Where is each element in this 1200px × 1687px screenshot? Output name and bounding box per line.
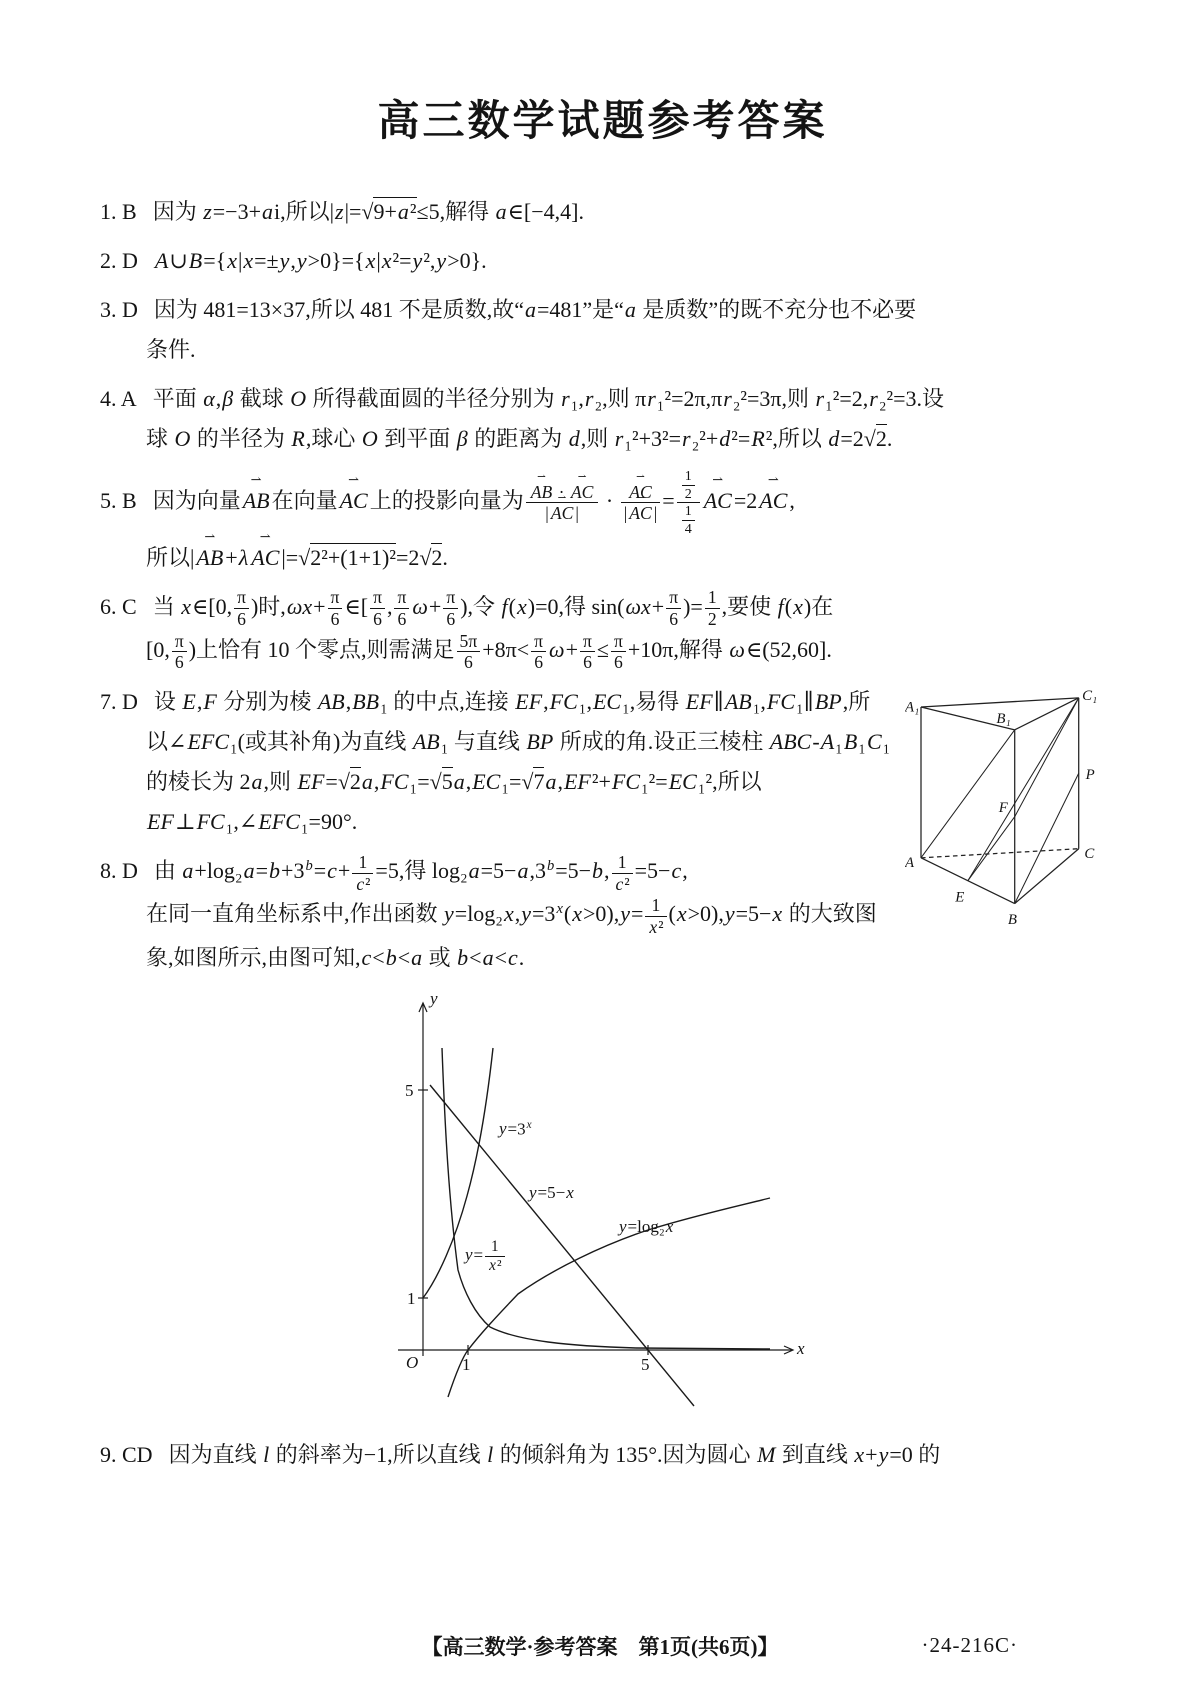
footer-center-text: 【高三数学·参考答案 第1页(共6页)】: [421, 1635, 779, 1659]
answer-number: 1. B: [100, 199, 137, 224]
answer-number: 4. A: [100, 386, 137, 412]
curve-label-y-5-x: y=5−x: [529, 1182, 574, 1202]
answer-number: 5. B: [100, 487, 137, 513]
x-axis-label: x: [797, 1338, 805, 1358]
answers-list: [100, 192, 1105, 1475]
answer-item-3: [100, 290, 1105, 370]
curve-label-y-1-x2: y= $\frac{1}{\text{x²}}$: [464, 1238, 507, 1275]
vertex-label-b: B: [1007, 912, 1017, 929]
y-tick-1: 1: [407, 1288, 416, 1308]
answer-number: 7. D: [100, 689, 138, 715]
y-tick-5: 5: [405, 1080, 414, 1100]
axes: [398, 1003, 793, 1356]
function-graph-svg: [378, 990, 814, 1426]
prism-figure: [905, 684, 1105, 930]
prism-svg: [905, 684, 1105, 930]
curve-label-y-log2x: y=log₂x: [619, 1216, 674, 1236]
answer-item-4: [100, 379, 1105, 459]
answer-text: 因为向量AB ⇀在向量AC ⇀上的投影向量为 $\frac{AB ⇀ \cdot AC ⇀}{| AC ⇀ |}$ · $\frac{AC ⇀}{| AC ⇀ |}$ = $\frac{\frac{1}{2}}{\frac{1}{4}}$ AC ⇀=2AC ⇀, 所以|AB ⇀+λ AC ⇀|=√2²+(1+1)²=2√2.: [146, 488, 795, 570]
footer-paper-code: ·24-216C·: [921, 1633, 1018, 1657]
vertex-label-a: A: [905, 855, 915, 872]
vertex-label-p: P: [1085, 767, 1095, 784]
vertex-label-b1: B₁: [996, 711, 1011, 728]
function-graph: [378, 990, 814, 1426]
vertex-label-a1: A₁: [905, 699, 920, 716]
answer-text: 当 x∈[0, $\frac{\pi}{6}$ )时,ωx+ $\frac{\pi}{6}$ ∈[ $\frac{\pi}{6}$ , $\frac{\pi}{6}$ ω+ $\frac{\pi}{6}$ ),令 f(x)=0,得 sin(ωx+ $\frac{\pi}{6}$ )= $\frac{1}{2}$ ,要使 f(x)在 [0, $\frac{\pi}{6}$ )上恰有 10 个零点,则需满足 $\frac{5\pi}{6}$ +8π< $\frac{\pi}{6}$ ω+ $\frac{\pi}{6}$ ≤ $\frac{\pi}{6}$ +10π,解得 ω∈(52,60].: [146, 587, 834, 673]
vertex-label-c: C: [1084, 845, 1095, 862]
page-title: 高三数学试题参考答案: [377, 99, 828, 145]
answer-item-6: [100, 587, 1105, 673]
curves: [423, 1048, 770, 1406]
answer-text: 因为直线 l 的斜率为−1,所以直线 l 的倾斜角为 135°.因为圆心 M 到直线 x+y=0 的: [168, 1441, 941, 1467]
answer-number: 3. D: [100, 297, 138, 323]
answer-number: 9. CD: [100, 1441, 153, 1467]
answer-item-5: [100, 468, 1105, 577]
y-axis-label: y: [430, 988, 438, 1008]
page-footer: [0, 1631, 1200, 1661]
answer-number: 2. D: [100, 248, 138, 274]
answer-text: A∪B={x|x=±y,y>0}={x|x²=y²,y>0}.: [154, 248, 487, 274]
curve-y-1-x2: [442, 1048, 770, 1349]
curve-y-log2x: [448, 1198, 770, 1397]
answer-item-9: [100, 1435, 1105, 1475]
curve-label-y-3x: $y=3^x$: [499, 1118, 532, 1139]
vertex-label-e: E: [955, 889, 965, 906]
answer-text: 由 $a+\log_2a=b+3^b=c+$ $\frac{1}{\text{c²}}$ =5,得 log₂a=5−a,3$^b$=5−b, $\frac{1}{\text{c²}}$ =5−c, 在同一直角坐标系中,作出函数 $y=\log_2x,y=3^x(x>0),y=$ $\frac{1}{\text{x²}}$ (x>0),y=5−x 的大致图 象,如图所示,由图可知,c<b<a 或 b<a<c.: [146, 851, 877, 970]
answer-item-1: [100, 192, 1105, 232]
x-tick-5: 5: [641, 1354, 650, 1374]
answer-text: 因为 481=13×37,所以 481 不是质数,故“a=481”是“a 是质数”的既不充分也不必要 条件.: [146, 297, 917, 363]
answer-text: 因为 z=−3+ai,所以|z|=√9+a²≤5,解得 a∈[−4,4].: [152, 199, 584, 224]
answer-number: 8. D: [100, 858, 138, 884]
origin-label: O: [406, 1352, 419, 1372]
vertex-label-f: F: [998, 800, 1008, 817]
vertex-label-c1: C₁: [1082, 688, 1098, 705]
x-tick-1: 1: [462, 1354, 471, 1374]
answer-number: 6. C: [100, 593, 137, 619]
answer-text: 设 E,F 分别为棱 AB,BB₁ 的中点,连接 EF,FC₁,EC₁,易得 EF∥AB₁,FC₁∥BP,所以∠EFC₁(或其补角)为直线 AB₁ 与直线 BP 所成的角.设正三棱柱 ABC-A₁B₁C₁ 的棱长为 2a,则 EF=√2a,FC₁=√5a,EC₁=√7a,EF²+FC₁²=EC₁²,所以 EF⊥FC₁,∠EFC₁=90°.: [146, 689, 891, 835]
answer-text: 平面 α,β 截球 O 所得截面圆的半径分别为 r₁,r₂,则 πr₁²=2π,πr₂²=3π,则 r₁²=2,r₂²=3.设 球 O 的半径为 R,球心 O 到平面 β 的距离为 d,则 r₁²+3²=r₂²+d²=R²,所以 d=2√2.: [146, 386, 945, 452]
answer-item-2: [100, 241, 1105, 281]
